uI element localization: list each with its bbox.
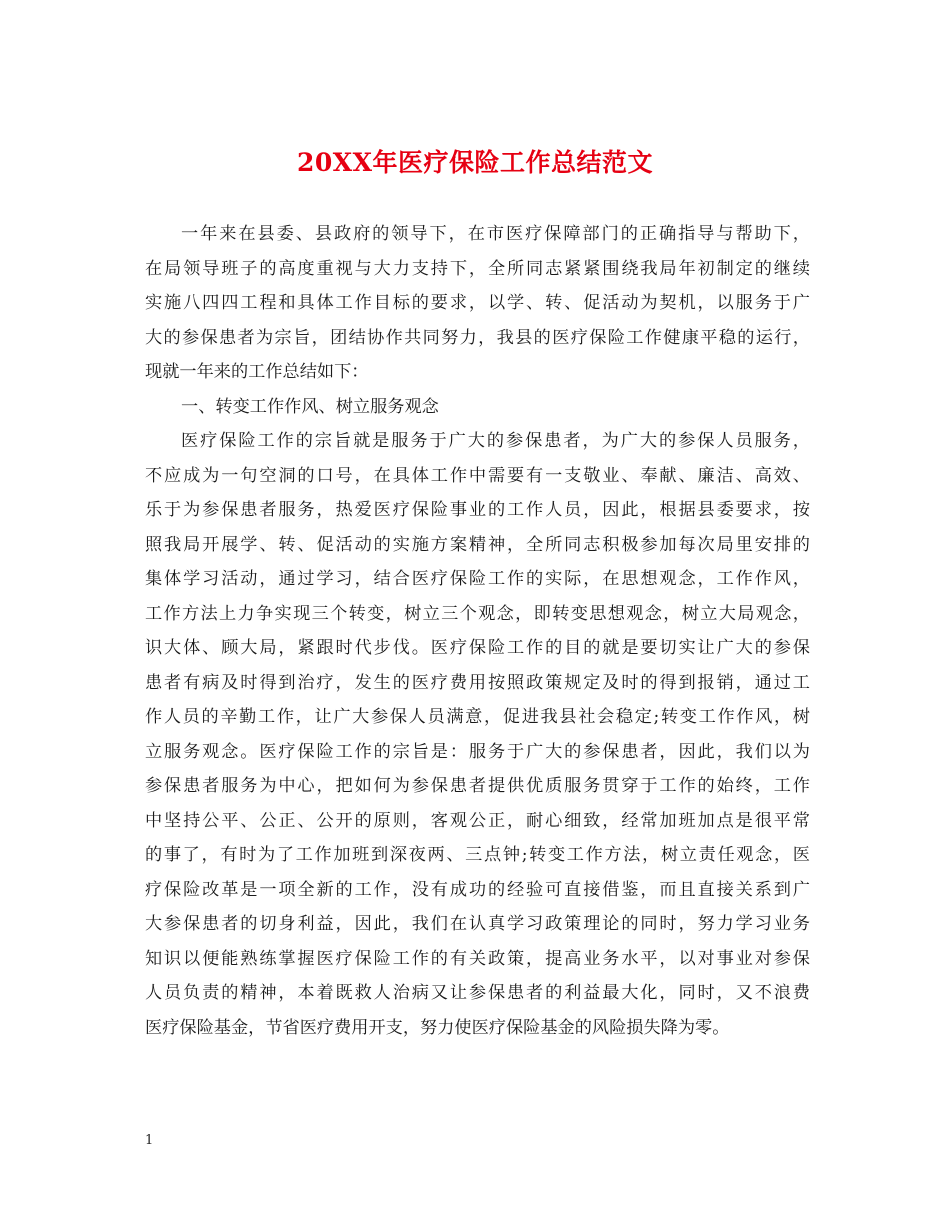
- paragraph-line: 识大体、顾大局，紧跟时代步伐。医疗保险工作的目的就是要切实让广大的参保: [145, 638, 810, 658]
- paragraph-line: 实施八四四工程和具体工作目标的要求，以学、转、促活动为契机，以服务于广: [145, 293, 810, 313]
- paragraph-line: 医疗保险基金，节省医疗费用开支，努力使医疗保险基金的风险损失降为零。: [145, 1017, 730, 1038]
- paragraph-line: 作人员的辛勤工作，让广大参保人员满意，促进我县社会稳定;转变工作作风，树: [145, 707, 810, 727]
- document-body: [145, 221, 810, 1049]
- paragraph-line: 大的参保患者为宗旨，团结协作共同努力，我县的医疗保险工作健康平稳的运行，: [145, 327, 810, 348]
- paragraph-line: 医疗保险工作的宗旨就是服务于广大的参保患者，为广大的参保人员服务，: [181, 431, 810, 451]
- paragraph-line: 知识以便能熟练掌握医疗保险工作的有关政策，提高业务水平，以对事业对参保: [145, 948, 810, 969]
- paragraph-line: 人员负责的精神，本着既救人治病又让参保患者的利益最大化，同时，又不浪费: [145, 983, 810, 1003]
- paragraph-line: 工作方法上力争实现三个转变，树立三个观念，即转变思想观念，树立大局观念，: [145, 603, 810, 624]
- paragraph-line: 的事了，有时为了工作加班到深夜两、三点钟;转变工作方法，树立责任观念，医: [145, 845, 810, 865]
- document-title: 20XX年医疗保险工作总结范文: [296, 148, 654, 177]
- paragraph-line: 中坚持公平、公正、公开的原则，客观公正，耐心细致，经常加班加点是很平常: [145, 810, 810, 831]
- paragraph-line: 集体学习活动，通过学习，结合医疗保险工作的实际，在思想观念，工作作风，: [145, 569, 810, 589]
- paragraph-line: 不应成为一句空洞的口号，在具体工作中需要有一支敬业、奉献、廉洁、高效、: [145, 465, 810, 486]
- section-heading: 一、转变工作作风、树立服务观念: [181, 396, 439, 417]
- paragraph-line: 在局领导班子的高度重视与大力支持下，全所同志紧紧围绕我局年初制定的继续: [145, 258, 810, 279]
- paragraph-line: 乐于为参保患者服务，热爱医疗保险事业的工作人员，因此，根据县委要求，按: [145, 500, 810, 520]
- page-number: 1: [145, 1133, 154, 1148]
- paragraph-line: 一年来在县委、县政府的领导下，在市医疗保障部门的正确指导与帮助下，: [181, 224, 810, 244]
- paragraph-line: 现就一年来的工作总结如下：: [145, 362, 369, 382]
- paragraph-line: 大参保患者的切身利益，因此，我们在认真学习政策理论的同时，努力学习业务: [145, 914, 810, 934]
- paragraph-line: 患者有病及时得到治疗，发生的医疗费用按照政策规定及时的得到报销，通过工: [145, 672, 810, 693]
- paragraph-line: 立服务观念。医疗保险工作的宗旨是：服务于广大的参保患者，因此，我们以为: [145, 741, 810, 762]
- paragraph-line: 参保患者服务为中心，把如何为参保患者提供优质服务贯穿于工作的始终，工作: [145, 776, 810, 796]
- paragraph-line: 疗保险改革是一项全新的工作，没有成功的经验可直接借鉴，而且直接关系到广: [145, 879, 810, 900]
- paragraph-line: 照我局开展学、转、促活动的实施方案精神，全所同志积极参加每次局里安排的: [145, 534, 810, 555]
